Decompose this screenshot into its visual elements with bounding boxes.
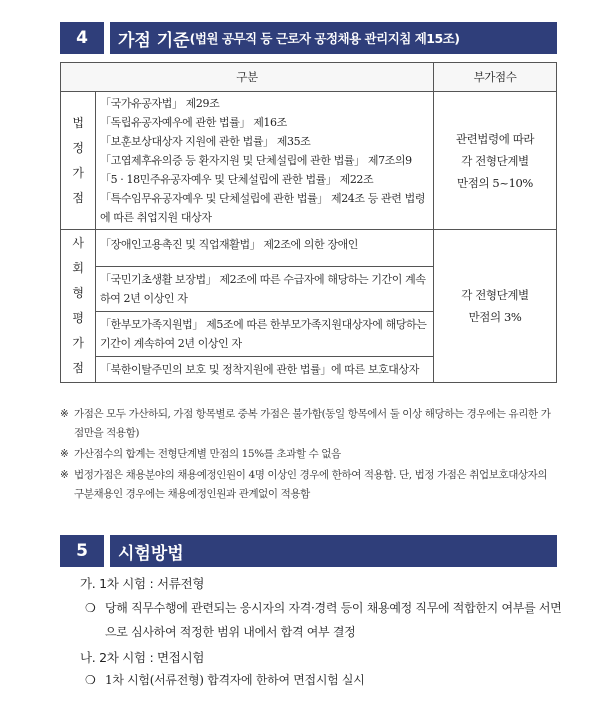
- list-item: 「한부모가족지원법」 제5조에 따른 한부모가족지원대상자에 해당하는 기간이 계속하여 2년 이상인 자: [96, 311, 433, 356]
- group1-points-line: 만점의 5~10%: [457, 175, 533, 190]
- table-header-row: [61, 63, 557, 92]
- section5-title-bar: [110, 535, 557, 567]
- note-mark: ※: [60, 469, 69, 481]
- group1-row: [61, 92, 557, 230]
- list-item: 「고엽제후유의증 등 환자지원 및 단체설립에 관한 법률」 제7조의9: [100, 154, 412, 167]
- list-item: 「보훈보상대상자 지원에 관한 법률」 제35조: [100, 135, 311, 148]
- section5-sub1: 가. 1차 시험 : 서류전형: [80, 576, 205, 591]
- group2-list: [96, 230, 434, 383]
- list-item: 「5 · 18민주유공자예우 및 단체설립에 관한 법률」 제22조: [100, 173, 374, 186]
- bonus-table: [60, 62, 557, 383]
- group2-row: [61, 230, 557, 383]
- list-item: 「국민기초생활 보장법」 제2조에 따른 수급자에 해당하는 기간이 계속하여 2년 이상인 자: [96, 266, 433, 311]
- group1-label-char: 점: [72, 190, 84, 205]
- group2-label-char: 회: [72, 261, 84, 275]
- group2-points: [434, 230, 557, 383]
- list-item: 「장애인고용촉진 및 직업재활법」 제2조에 의한 장애인: [100, 237, 359, 251]
- section5-title: 시험방법: [118, 543, 184, 564]
- group1-list: [96, 92, 434, 230]
- header-category: 구분: [61, 63, 434, 92]
- section5-bullet2: [85, 668, 565, 692]
- note-3: [60, 466, 557, 504]
- bullet-text: 1차 시험(서류전형) 합격자에 한하여 면접시험 실시: [105, 673, 365, 687]
- section4-title: 가점 기준: [118, 30, 190, 51]
- note-text: 가산점수의 합계는 전형단계별 만점의 15%를 초과할 수 없음: [74, 448, 341, 460]
- note-mark: ※: [60, 448, 69, 460]
- group1-points: [434, 92, 557, 230]
- group2-points-line: 만점의 3%: [468, 310, 522, 324]
- section5-bullet1: [85, 596, 565, 644]
- bullet-circle-icon: ❍: [85, 601, 96, 615]
- header-points: 부가점수: [434, 63, 557, 92]
- section5-sub2: 나. 2차 시험 : 면접시험: [80, 650, 205, 665]
- note-text: 가점은 모두 가산하되, 가점 항목별로 중복 가점은 불가함(동일 항목에서 둘 이상 해당하는 경우에는 유리한 가점만을 적용함): [74, 408, 551, 439]
- note-2: [60, 445, 557, 464]
- group2-label-char: 가: [72, 336, 84, 350]
- bullet-circle-icon: ❍: [85, 673, 96, 687]
- group2-label: [61, 230, 96, 383]
- list-item: 「국가유공자법」 제29조: [100, 97, 220, 110]
- note-1: [60, 405, 557, 443]
- section4-title-bar: [110, 22, 557, 54]
- bullet-text: 당해 직무수행에 관련되는 응시자의 자격·경력 등이 채용예정 직무에 적합한지 여부를 서면으로 심사하여 적정한 범위 내에서 합격 여부 결정: [105, 601, 562, 639]
- group1-label: [61, 92, 96, 230]
- section5-number: 5: [60, 535, 104, 567]
- group1-label-char: 법: [72, 115, 84, 130]
- list-item: 「특수임무유공자예우 및 단체설립에 관한 법률」 제24조 등 관련 법령에 따른 취업지원 대상자: [100, 192, 426, 224]
- list-item: 「북한이탈주민의 보호 및 정착지원에 관한 법률」에 따른 보호대상자: [96, 356, 433, 381]
- group1-points-line: 각 전형단계별: [461, 153, 529, 168]
- group2-label-char: 점: [72, 361, 84, 375]
- group2-label-char: 형: [72, 286, 84, 300]
- group2-label-char: 사: [72, 236, 84, 250]
- group2-points-line: 각 전형단계별: [461, 288, 529, 302]
- group2-label-char: 평: [72, 311, 84, 325]
- group1-label-char: 가: [72, 165, 84, 180]
- list-item: 「독립유공자예우에 관한 법률」 제16조: [100, 116, 287, 129]
- note-text: 법정가점은 채용분야의 채용예정인원이 4명 이상인 경우에 한하여 적용함. 단, 법정 가점은 취업보호대상자의 구분채용인 경우에는 채용예정인원과 관계없이 적용함: [74, 469, 548, 500]
- group1-points-line: 관련법령에 따라: [455, 131, 535, 146]
- group1-label-char: 정: [72, 140, 84, 155]
- section4-number: 4: [60, 22, 104, 54]
- note-mark: ※: [60, 408, 69, 420]
- section4-title-sub: (법원 공무직 등 근로자 공정채용 관리지침 제15조): [189, 31, 460, 46]
